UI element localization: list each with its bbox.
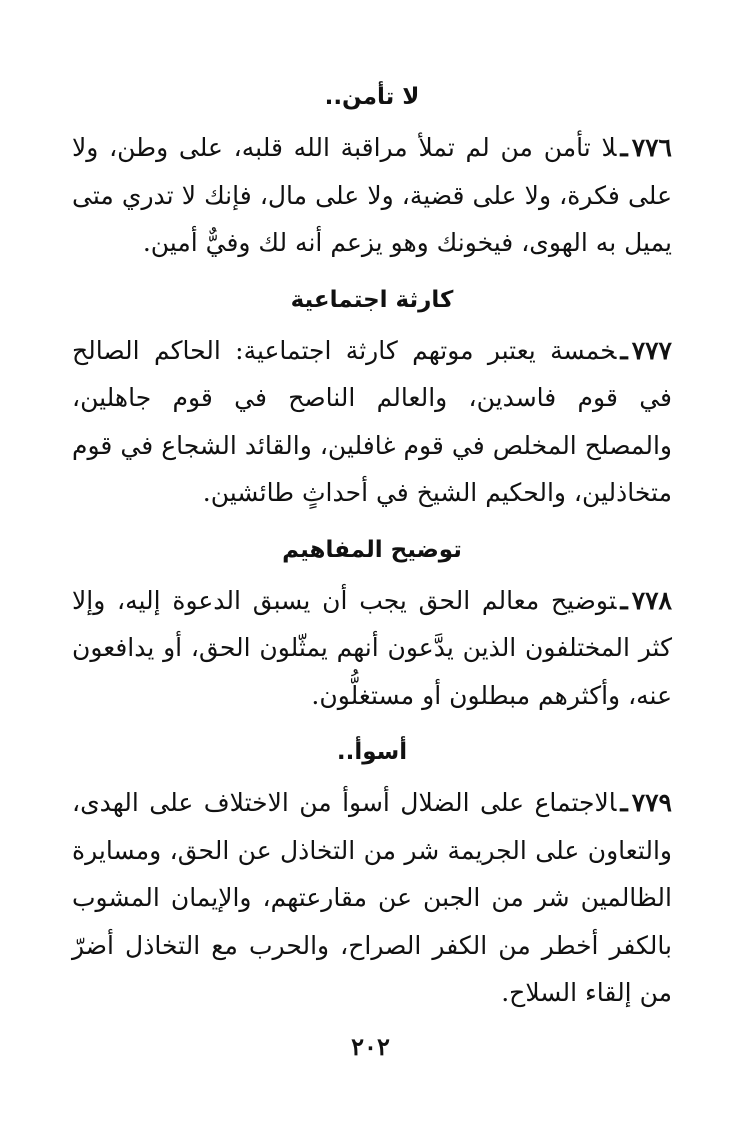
entry-777	[72, 327, 672, 517]
entry-778	[72, 577, 672, 720]
entry-number: ٧٧٧	[631, 335, 672, 365]
entry-text: توضيح معالم الحق يجب أن يسبق الدعوة إليه، وإلا كثر المختلفون الذين يدَّعون أنهم يمثّلون الحق، أو يدافعون عنه، وأكثرهم مبطلون أو مستغلُّون.	[72, 585, 672, 710]
entry-776	[72, 124, 672, 267]
entry-dash: ـ	[620, 585, 628, 615]
entry-text: الاجتماع على الضلال أسوأ من الاختلاف على الهدى، والتعاون على الجريمة شر من التخاذل عن الحق، ومسايرة الظالمين شر من الجبن عن مقارعتهم، والإيمان المشوب بالكفر أخطر من الكفر الصراح، والحرب مع التخاذل أضرّ من إلقاء السلاح.	[72, 788, 672, 1007]
entry-number: ٧٧٨	[631, 585, 672, 615]
entry-number: ٧٧٦	[631, 133, 672, 162]
entry-dash: ـ	[620, 788, 628, 817]
entry-text: لا تأمن من لم تملأ مراقبة الله قلبه، على وطن، ولا على فكرة، ولا على قضية، ولا على مال، فإنك لا تدري متى يميل به الهوى، فيخونك وهو يزعم أنه لك وفيٌّ أمين.	[72, 133, 672, 257]
page-number: ٢٠٢	[351, 1032, 390, 1061]
entry-dash: ـ	[620, 335, 628, 365]
section-heading: توضيح المفاهيم	[282, 536, 462, 563]
entry-number: ٧٧٩	[631, 788, 672, 817]
entry-dash: ـ	[620, 133, 628, 162]
section-heading: كارثة اجتماعية	[290, 286, 454, 313]
book-page	[72, 70, 672, 1023]
section-heading: أسوأ..	[336, 739, 408, 765]
entry-779	[72, 779, 672, 1017]
entry-text: خمسة يعتبر موتهم كارثة اجتماعية: الحاكم الصالح في قوم فاسدين، والعالم الناصح في قوم جاهلين، والمصلح المخلص في قوم غافلين، والقائد الشجاع في قوم متخاذلين، والحكيم الشيخ في أحداثٍ طائشين.	[72, 335, 672, 507]
section-heading: لا تأمن..	[324, 84, 420, 110]
